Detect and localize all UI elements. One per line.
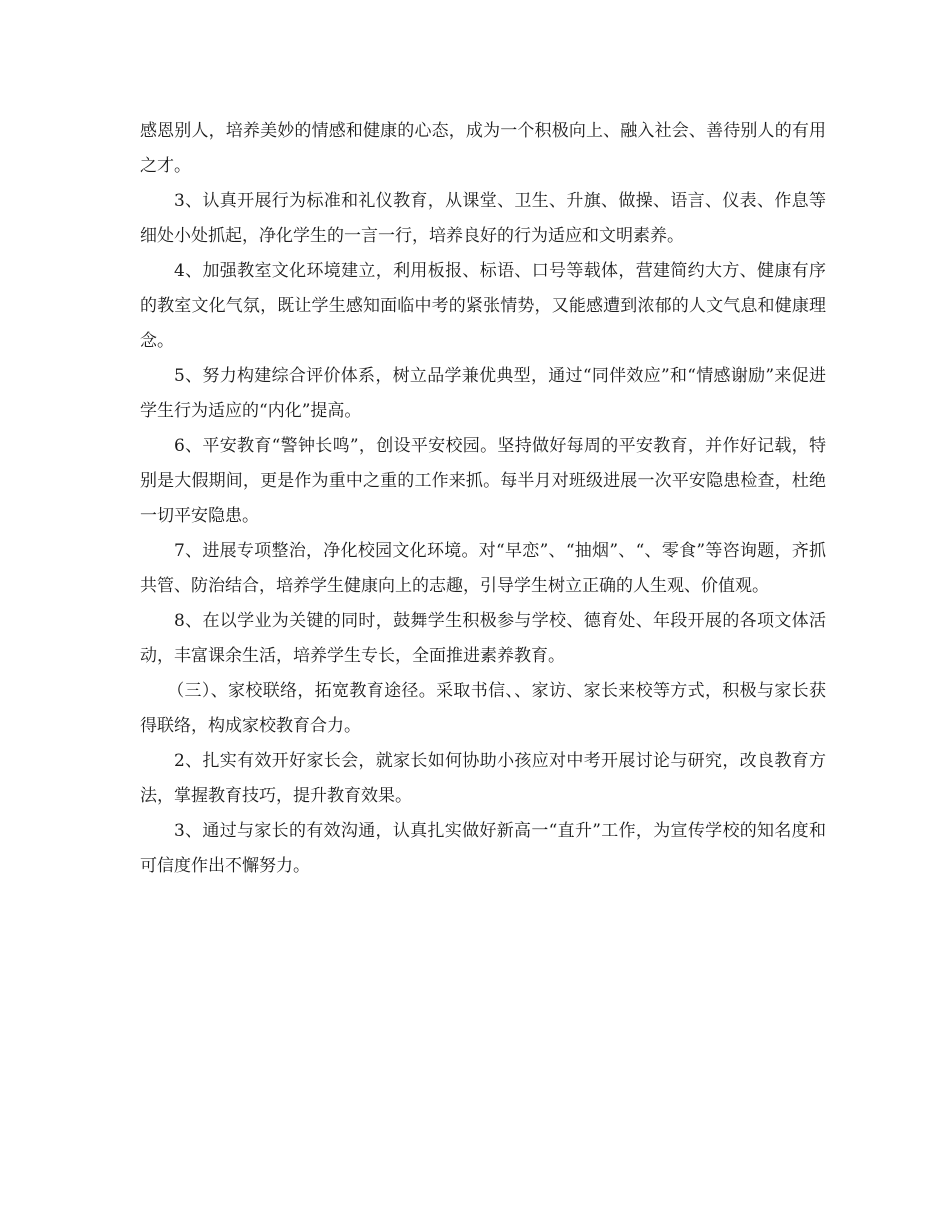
paragraph-item-5: 5、努力构建综合评价体系，树立品学兼优典型，通过“同伴效应”和“情感谢励”来促进学生行为适应的“内化”提高。 [140,366,826,421]
document-body [140,114,826,884]
paragraph-item-4: 4、加强教室文化环境建立，利用板报、标语、口号等载体，营建简约大方、健康有序的教室文化气氛，既让学生感知面临中考的紧张情势，又能感遭到浓郁的人文气息和健康理念。 [140,261,826,351]
paragraph-item-6: 6、平安教育“警钟长鸣”，创设平安校园。坚持做好每周的平安教育，并作好记载，特别是大假期间，更是作为重中之重的工作来抓。每半月对班级进展一次平安隐患检查，杜绝一切平安隐患。 [140,436,826,526]
paragraph-item-7: 7、进展专项整治，净化校园文化环境。对“早恋”、“抽烟”、“、零食”等咨询题，齐抓共管、防治结合，培养学生健康向上的志趣，引导学生树立正确的人生观、价值观。 [140,541,826,596]
paragraph-continuation: 感恩别人，培养美妙的情感和健康的心态，成为一个积极向上、融入社会、善待别人的有用之才。 [140,121,826,176]
paragraph-item-2-parents-meeting: 2、扎实有效开好家长会，就家长如何协助小孩应对中考开展讨论与研究，改良教育方法，掌握教育技巧，提升教育效果。 [140,751,826,806]
paragraph-item-3: 3、认真开展行为标准和礼仪教育，从课堂、卫生、升旗、做操、语言、仪表、作息等细处小处抓起，净化学生的一言一行，培养良好的行为适应和文明素养。 [140,191,826,246]
paragraph-item-8: 8、在以学业为关键的同时，鼓舞学生积极参与学校、德育处、年段开展的各项文体活动，丰富课余生活，培养学生专长，全面推进素养教育。 [140,611,826,666]
section-heading-three: （三）、家校联络，拓宽教育途径。采取书信、、家访、家长来校等方式，积极与家长获得联络，构成家校教育合力。 [140,681,826,736]
paragraph-item-3-communication: 3、通过与家长的有效沟通，认真扎实做好新高一“直升”工作，为宣传学校的知名度和可信度作出不懈努力。 [140,821,826,876]
